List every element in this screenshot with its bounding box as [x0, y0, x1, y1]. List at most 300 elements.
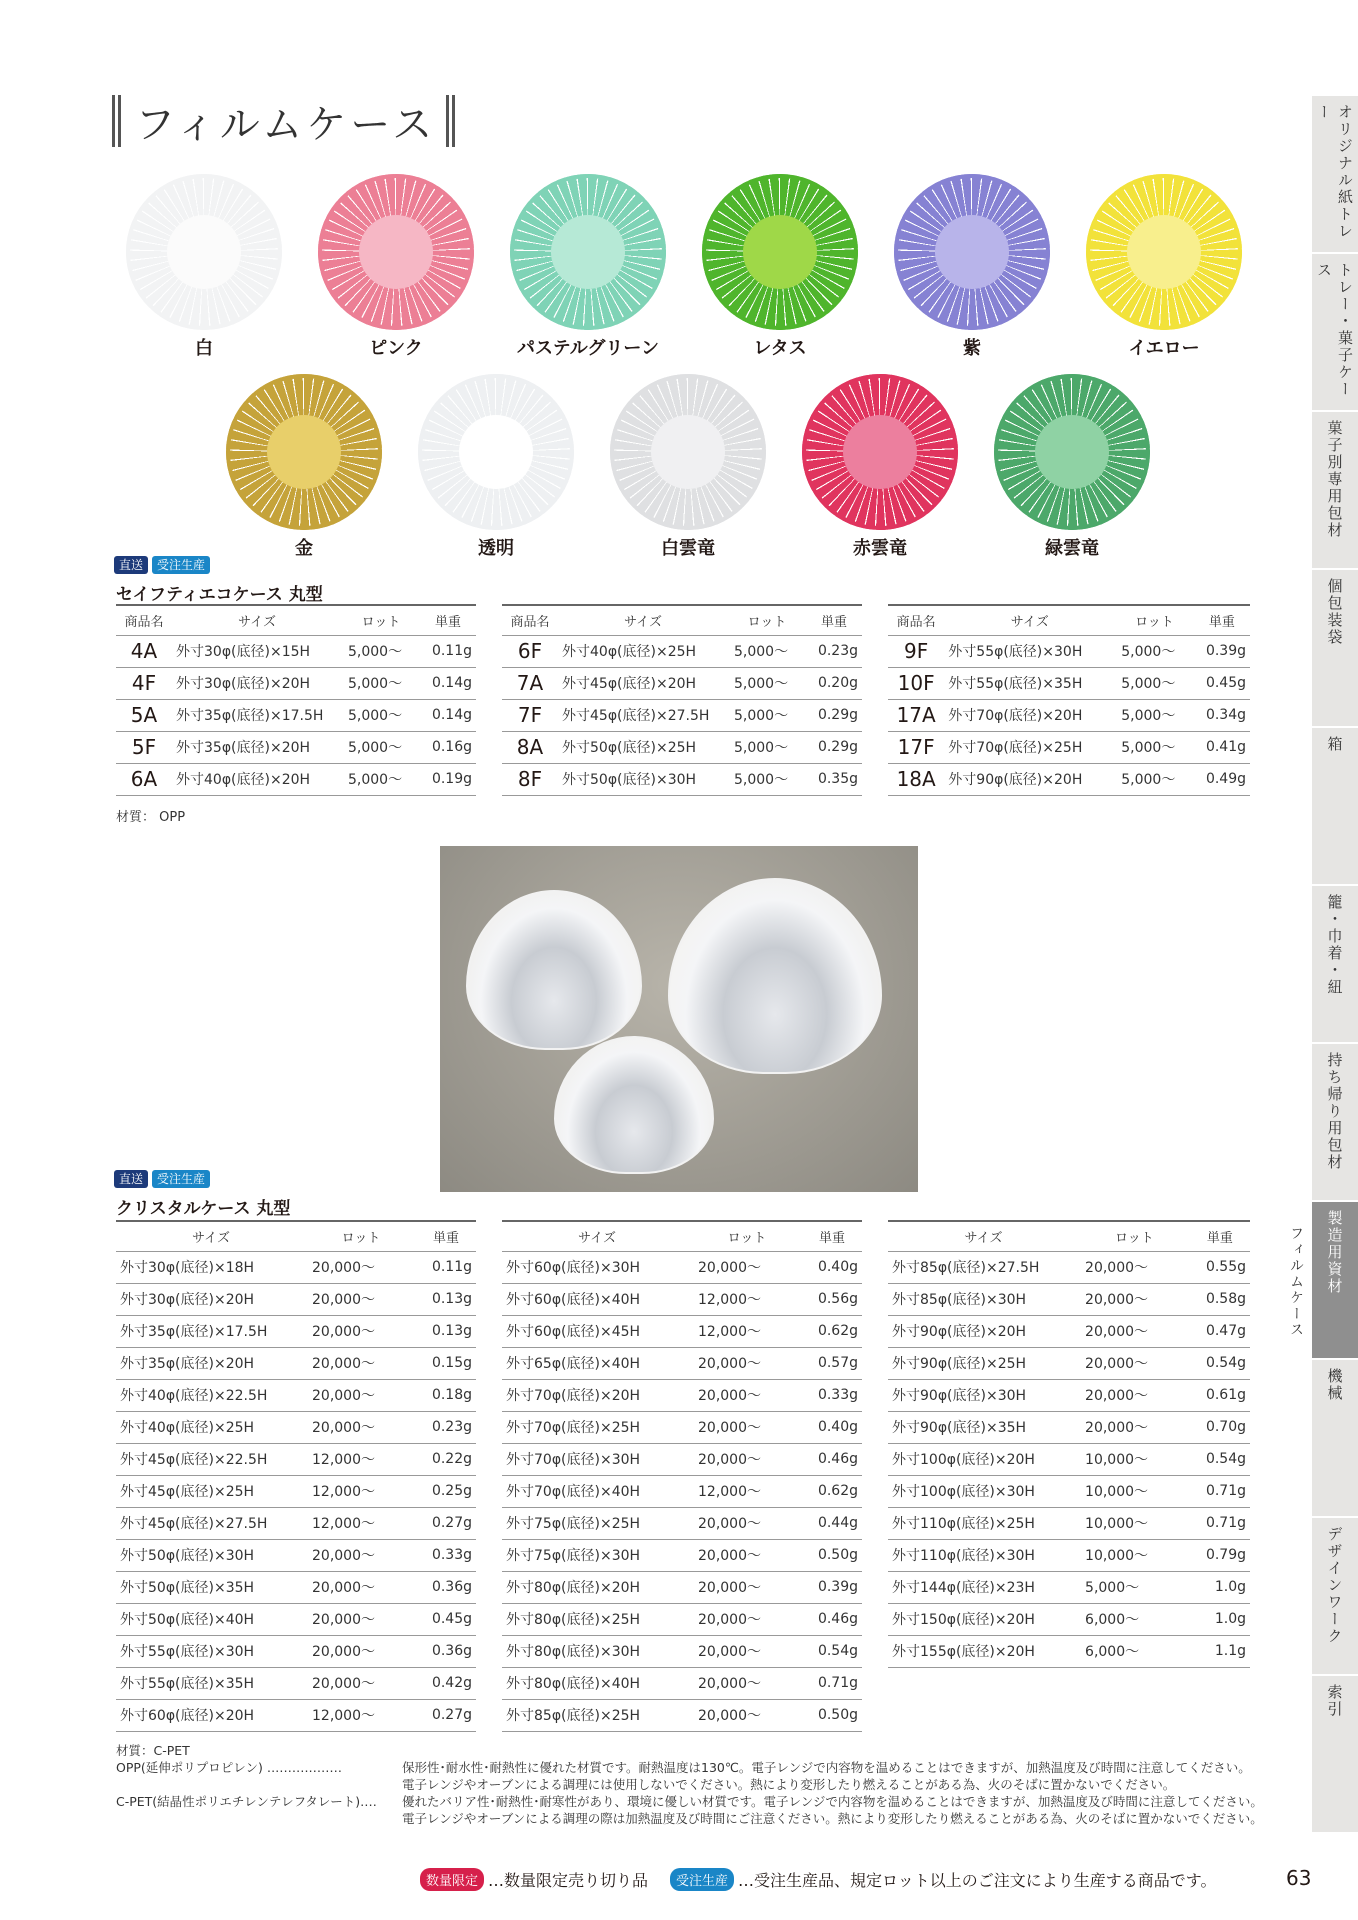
weight-cell: 0.71g: [1190, 1475, 1250, 1507]
lot-cell: 12,000～: [692, 1475, 802, 1507]
size-cell: 外寸35φ(底径)×17.5H: [116, 1315, 306, 1347]
film-case-image: [1086, 174, 1242, 330]
lot-cell: 20,000～: [1079, 1411, 1190, 1443]
lot-cell: 20,000～: [306, 1251, 416, 1283]
size-cell: 外寸50φ(底径)×25H: [558, 731, 728, 763]
weight-cell: 0.40g: [802, 1411, 862, 1443]
film-case-image: [894, 174, 1050, 330]
weight-cell: 0.46g: [802, 1443, 862, 1475]
lot-cell: 20,000～: [306, 1411, 416, 1443]
crystal-table-2: [502, 1220, 862, 1732]
swatch-label: レタス: [753, 338, 807, 359]
swatch-label: イエロー: [1128, 338, 1200, 359]
weight-cell: 0.18g: [416, 1379, 476, 1411]
lot-cell: 5,000～: [728, 731, 806, 763]
column-header: ロット: [342, 605, 420, 635]
sidebar-tab[interactable]: [1312, 570, 1358, 726]
size-cell: 外寸70φ(底径)×25H: [944, 731, 1115, 763]
weight-cell: 0.50g: [802, 1699, 862, 1731]
table-row: [116, 1539, 476, 1571]
size-cell: 外寸90φ(底径)×25H: [888, 1347, 1079, 1379]
weight-cell: 0.16g: [420, 731, 476, 763]
size-cell: 外寸60φ(底径)×40H: [502, 1283, 692, 1315]
table-row: [116, 1571, 476, 1603]
size-cell: 外寸55φ(底径)×35H: [116, 1667, 306, 1699]
table-row: [502, 667, 862, 699]
weight-cell: 0.36g: [416, 1635, 476, 1667]
column-header: サイズ: [888, 1221, 1079, 1251]
column-header: サイズ: [502, 1221, 692, 1251]
table-row: [502, 763, 862, 795]
size-cell: 外寸60φ(底径)×45H: [502, 1315, 692, 1347]
size-cell: 外寸30φ(底径)×15H: [172, 635, 342, 667]
size-cell: 外寸85φ(底径)×27.5H: [888, 1251, 1079, 1283]
lot-cell: 20,000～: [306, 1347, 416, 1379]
size-cell: 外寸50φ(底径)×40H: [116, 1603, 306, 1635]
size-cell: 外寸90φ(底径)×20H: [944, 763, 1115, 795]
lot-cell: 20,000～: [692, 1443, 802, 1475]
size-cell: 外寸100φ(底径)×20H: [888, 1443, 1079, 1475]
film-case-image: [226, 374, 382, 530]
weight-cell: 0.70g: [1190, 1411, 1250, 1443]
table-row: [502, 1411, 862, 1443]
table-row: [116, 1635, 476, 1667]
product-code: 17F: [888, 731, 944, 763]
film-case-image: [994, 374, 1150, 530]
table-row: [502, 1379, 862, 1411]
table-row: [888, 1635, 1250, 1667]
column-header: ロット: [692, 1221, 802, 1251]
table-row: [888, 1315, 1250, 1347]
weight-cell: 0.54g: [802, 1635, 862, 1667]
table-header-row: [888, 1221, 1250, 1251]
section2-badges: [114, 1170, 210, 1188]
size-cell: 外寸40φ(底径)×25H: [558, 635, 728, 667]
table-row: [502, 699, 862, 731]
weight-cell: 0.39g: [1194, 635, 1250, 667]
sidebar-tab[interactable]: [1312, 1518, 1358, 1674]
film-case-image: [318, 174, 474, 330]
size-cell: 外寸30φ(底径)×20H: [172, 667, 342, 699]
table-row: [116, 1507, 476, 1539]
column-header: サイズ: [558, 605, 728, 635]
table-row: [116, 1443, 476, 1475]
table-row: [888, 1347, 1250, 1379]
film-case-image: [510, 174, 666, 330]
safety-eco-table-3: [888, 604, 1250, 796]
lot-cell: 5,000～: [1115, 763, 1193, 795]
table-row: [116, 1699, 476, 1731]
film-case-image: [418, 374, 574, 530]
lot-cell: 10,000～: [1079, 1539, 1190, 1571]
size-cell: 外寸80φ(底径)×30H: [502, 1635, 692, 1667]
table-row: [888, 763, 1250, 795]
column-header: 単重: [806, 605, 862, 635]
swatch-item: [890, 174, 1054, 360]
table-row: [502, 1315, 862, 1347]
product-code: 6A: [116, 763, 172, 795]
sidebar-tab[interactable]: [1312, 412, 1358, 568]
weight-cell: 0.22g: [416, 1443, 476, 1475]
weight-cell: 0.41g: [1194, 731, 1250, 763]
weight-cell: 0.27g: [416, 1507, 476, 1539]
weight-cell: 0.33g: [802, 1379, 862, 1411]
weight-cell: 0.34g: [1194, 699, 1250, 731]
cpet-note: [116, 1793, 1276, 1810]
lot-cell: 5,000～: [1115, 699, 1193, 731]
table-row: [888, 1571, 1250, 1603]
lot-cell: 12,000～: [692, 1283, 802, 1315]
lot-cell: 12,000～: [306, 1475, 416, 1507]
film-case-image: [702, 174, 858, 330]
lot-cell: 20,000～: [692, 1347, 802, 1379]
swatch-label: 透明: [478, 538, 514, 559]
weight-cell: 0.33g: [416, 1539, 476, 1571]
table-row: [888, 1443, 1250, 1475]
weight-cell: 0.46g: [802, 1603, 862, 1635]
crystal-table-1: [116, 1220, 476, 1732]
column-header: ロット: [728, 605, 806, 635]
lot-cell: 20,000～: [692, 1603, 802, 1635]
lot-cell: 20,000～: [306, 1571, 416, 1603]
order-badge: 受注生産: [152, 1170, 210, 1188]
page-number: 63: [1286, 1866, 1312, 1890]
lot-cell: 20,000～: [1079, 1251, 1190, 1283]
opp-text-2: 電子レンジやオーブンによる調理には使用しないでください。熱により変形したり燃えることがある為、火のそばに置かないでください。: [402, 1777, 1176, 1792]
size-cell: 外寸70φ(底径)×20H: [502, 1379, 692, 1411]
weight-cell: 0.57g: [802, 1347, 862, 1379]
column-header: 商品名: [116, 605, 172, 635]
lot-cell: 20,000～: [1079, 1315, 1190, 1347]
size-cell: 外寸65φ(底径)×40H: [502, 1347, 692, 1379]
table-row: [888, 635, 1250, 667]
sidebar-tab-label: デザインワーク: [1325, 1526, 1344, 1645]
product-code: 5F: [116, 731, 172, 763]
sidebar-tab-label: 持ち帰り用包材: [1325, 1052, 1344, 1171]
lot-cell: 12,000～: [692, 1315, 802, 1347]
product-code: 6F: [502, 635, 558, 667]
crystal-case-photo: [440, 846, 918, 1192]
table-row: [502, 1539, 862, 1571]
sidebar-tab[interactable]: [1312, 1202, 1358, 1358]
table-row: [888, 1251, 1250, 1283]
weight-cell: 0.23g: [806, 635, 862, 667]
product-code: 8F: [502, 763, 558, 795]
lot-cell: 20,000～: [1079, 1347, 1190, 1379]
weight-cell: 0.71g: [1190, 1507, 1250, 1539]
table-row: [502, 1443, 862, 1475]
table-row: [502, 1507, 862, 1539]
table-row: [116, 699, 476, 731]
lot-cell: 20,000～: [306, 1603, 416, 1635]
lot-cell: 20,000～: [692, 1379, 802, 1411]
size-cell: 外寸110φ(底径)×25H: [888, 1507, 1079, 1539]
weight-cell: 0.29g: [806, 731, 862, 763]
size-cell: 外寸30φ(底径)×20H: [116, 1283, 306, 1315]
swatch-label: ピンク: [369, 338, 423, 359]
size-cell: 外寸45φ(底径)×22.5H: [116, 1443, 306, 1475]
lot-cell: 20,000～: [306, 1667, 416, 1699]
table-row: [116, 1411, 476, 1443]
weight-cell: 0.62g: [802, 1475, 862, 1507]
column-header: 単重: [416, 1221, 476, 1251]
swatch-label: 紫: [963, 338, 981, 359]
size-cell: 外寸90φ(底径)×35H: [888, 1411, 1079, 1443]
table-row: [116, 1667, 476, 1699]
table-row: [502, 1283, 862, 1315]
sidebar-tab-label: 箱: [1325, 736, 1344, 753]
table-row: [116, 1315, 476, 1347]
lot-cell: 20,000～: [692, 1251, 802, 1283]
table-row: [116, 763, 476, 795]
size-cell: 外寸80φ(底径)×25H: [502, 1603, 692, 1635]
size-cell: 外寸85φ(底径)×25H: [502, 1699, 692, 1731]
size-cell: 外寸70φ(底径)×25H: [502, 1411, 692, 1443]
weight-cell: 0.56g: [802, 1283, 862, 1315]
sidebar-tab-label: 個包装袋: [1325, 578, 1344, 646]
swatch-item: [698, 174, 862, 360]
lot-cell: 5,000～: [1115, 635, 1193, 667]
weight-cell: 0.14g: [420, 667, 476, 699]
lot-cell: 5,000～: [1115, 667, 1193, 699]
swatch-label: 白雲竜: [661, 538, 715, 559]
column-header: 単重: [1194, 605, 1250, 635]
sidebar-tab[interactable]: [1312, 1044, 1358, 1200]
size-cell: 外寸55φ(底径)×30H: [944, 635, 1115, 667]
size-cell: 外寸150φ(底径)×20H: [888, 1603, 1079, 1635]
limited-badge: 数量限定: [420, 1868, 484, 1891]
product-code: 4F: [116, 667, 172, 699]
order-badge-footer: 受注生産: [670, 1868, 734, 1891]
weight-cell: 0.61g: [1190, 1379, 1250, 1411]
table-row: [888, 1475, 1250, 1507]
direct-badge: 直送: [114, 1170, 148, 1188]
weight-cell: 0.13g: [416, 1283, 476, 1315]
column-header: サイズ: [116, 1221, 306, 1251]
column-header: 商品名: [502, 605, 558, 635]
size-cell: 外寸45φ(底径)×25H: [116, 1475, 306, 1507]
opp-note: [116, 1759, 1276, 1776]
sidebar-tab[interactable]: [1312, 728, 1358, 884]
column-header: サイズ: [172, 605, 342, 635]
table-header-row: [888, 605, 1250, 635]
lot-cell: 5,000～: [728, 763, 806, 795]
product-code: 4A: [116, 635, 172, 667]
table-row: [502, 1251, 862, 1283]
table-row: [888, 667, 1250, 699]
table-header-row: [502, 605, 862, 635]
weight-cell: 1.0g: [1190, 1571, 1250, 1603]
lot-cell: 5,000～: [1115, 731, 1193, 763]
table-row: [116, 667, 476, 699]
sidebar-tab[interactable]: [1312, 254, 1358, 410]
lot-cell: 20,000～: [692, 1635, 802, 1667]
table-row: [502, 731, 862, 763]
lot-cell: 10,000～: [1079, 1475, 1190, 1507]
sidebar-sub-label: フィルムケース: [1288, 1226, 1304, 1338]
weight-cell: 0.11g: [416, 1251, 476, 1283]
size-cell: 外寸60φ(底径)×20H: [116, 1699, 306, 1731]
weight-cell: 0.50g: [802, 1539, 862, 1571]
table-row: [502, 1667, 862, 1699]
weight-cell: 0.79g: [1190, 1539, 1250, 1571]
weight-cell: 0.27g: [416, 1699, 476, 1731]
sidebar-tab-label: 索引: [1325, 1684, 1344, 1718]
section2-material: 材質：C-PET: [116, 1743, 190, 1758]
size-cell: 外寸55φ(底径)×35H: [944, 667, 1115, 699]
table-header-row: [116, 605, 476, 635]
film-case-image: [610, 374, 766, 530]
swatch-item: [506, 174, 670, 360]
swatch-item: [606, 374, 770, 560]
size-cell: 外寸45φ(底径)×27.5H: [116, 1507, 306, 1539]
weight-cell: 0.71g: [802, 1667, 862, 1699]
size-cell: 外寸144φ(底径)×23H: [888, 1571, 1079, 1603]
weight-cell: 0.25g: [416, 1475, 476, 1507]
size-cell: 外寸40φ(底径)×20H: [172, 763, 342, 795]
table-row: [888, 1603, 1250, 1635]
weight-cell: 0.44g: [802, 1507, 862, 1539]
page-title-text: フィルムケース: [135, 101, 437, 148]
order-badge: 受注生産: [152, 556, 210, 574]
size-cell: 外寸85φ(底径)×30H: [888, 1283, 1079, 1315]
table-row: [502, 1475, 862, 1507]
cpet-label: C-PET(結晶性ポリエチレンテレフタレート)‥‥: [116, 1794, 377, 1809]
product-code: 17A: [888, 699, 944, 731]
size-cell: 外寸70φ(底径)×30H: [502, 1443, 692, 1475]
safety-eco-table-1: [116, 604, 476, 796]
weight-cell: 0.23g: [416, 1411, 476, 1443]
size-cell: 外寸90φ(底径)×30H: [888, 1379, 1079, 1411]
size-cell: 外寸110φ(底径)×30H: [888, 1539, 1079, 1571]
lot-cell: 12,000～: [306, 1443, 416, 1475]
lot-cell: 10,000～: [1079, 1507, 1190, 1539]
lot-cell: 20,000～: [306, 1539, 416, 1571]
sidebar-tab-label: 菓子別専用包材: [1325, 420, 1344, 539]
weight-cell: 0.20g: [806, 667, 862, 699]
crystal-table-3: [888, 1220, 1250, 1668]
table-row: [116, 731, 476, 763]
swatch-item: [314, 174, 478, 360]
table-row: [888, 1411, 1250, 1443]
cpet-text-1: 優れたバリア性･耐熱性･耐寒性があり、環境に優しい材質です。電子レンジで内容物を温めることはできますが、加熱温度及び時間に注意してください。: [402, 1794, 1263, 1809]
sidebar-tab[interactable]: [1312, 1360, 1358, 1516]
swatch-label: 金: [295, 538, 313, 559]
weight-cell: 0.45g: [1194, 667, 1250, 699]
size-cell: 外寸75φ(底径)×30H: [502, 1539, 692, 1571]
lot-cell: 5,000～: [342, 763, 420, 795]
table-row: [502, 1347, 862, 1379]
lot-cell: 10,000～: [1079, 1443, 1190, 1475]
weight-cell: 0.55g: [1190, 1251, 1250, 1283]
swatch-item: [1082, 174, 1246, 360]
column-header: サイズ: [944, 605, 1115, 635]
swatch-item: [990, 374, 1154, 560]
sidebar-tab-label: 製造用資材: [1325, 1210, 1344, 1295]
sidebar-tab[interactable]: [1312, 1676, 1358, 1832]
direct-badge: 直送: [114, 556, 148, 574]
lot-cell: 20,000～: [306, 1635, 416, 1667]
sidebar-tab-label: オリジナル紙トレー: [1315, 104, 1354, 240]
order-text: …受注生産品、規定ロット以上のご注文により生産する商品です。: [738, 1871, 1217, 1890]
lot-cell: 20,000～: [306, 1315, 416, 1347]
product-code: 8A: [502, 731, 558, 763]
table-row: [116, 635, 476, 667]
table-row: [888, 1379, 1250, 1411]
weight-cell: 0.47g: [1190, 1315, 1250, 1347]
column-header: 商品名: [888, 605, 944, 635]
column-header: ロット: [1115, 605, 1193, 635]
lot-cell: 5,000～: [1079, 1571, 1190, 1603]
column-header: 単重: [420, 605, 476, 635]
lot-cell: 20,000～: [692, 1571, 802, 1603]
weight-cell: 0.29g: [806, 699, 862, 731]
sidebar-tab-label: 機械: [1325, 1368, 1344, 1402]
weight-cell: 0.35g: [806, 763, 862, 795]
section1-badges: [114, 556, 210, 574]
product-code: 7A: [502, 667, 558, 699]
table-row: [502, 1635, 862, 1667]
safety-eco-table-2: [502, 604, 862, 796]
weight-cell: 0.54g: [1190, 1347, 1250, 1379]
size-cell: 外寸100φ(底径)×30H: [888, 1475, 1079, 1507]
swatch-label: 白: [195, 338, 213, 359]
section1-material: 材質： OPP: [116, 810, 186, 825]
size-cell: 外寸45φ(底径)×20H: [558, 667, 728, 699]
lot-cell: 20,000～: [306, 1379, 416, 1411]
size-cell: 外寸90φ(底径)×20H: [888, 1315, 1079, 1347]
sidebar-tab[interactable]: [1312, 886, 1358, 1042]
sidebar-tab[interactable]: [1312, 96, 1358, 252]
weight-cell: 0.49g: [1194, 763, 1250, 795]
table-row: [502, 1699, 862, 1731]
product-code: 7F: [502, 699, 558, 731]
lot-cell: 20,000～: [306, 1283, 416, 1315]
lot-cell: 6,000～: [1079, 1603, 1190, 1635]
weight-cell: 0.13g: [416, 1315, 476, 1347]
column-header: ロット: [1079, 1221, 1190, 1251]
size-cell: 外寸35φ(底径)×20H: [172, 731, 342, 763]
size-cell: 外寸40φ(底径)×22.5H: [116, 1379, 306, 1411]
size-cell: 外寸50φ(底径)×30H: [558, 763, 728, 795]
film-case-image: [802, 374, 958, 530]
weight-cell: 1.0g: [1190, 1603, 1250, 1635]
size-cell: 外寸50φ(底径)×35H: [116, 1571, 306, 1603]
opp-label: OPP(延伸ポリプロピレン) ‥‥‥‥‥‥‥‥‥: [116, 1760, 342, 1775]
size-cell: 外寸60φ(底径)×30H: [502, 1251, 692, 1283]
lot-cell: 5,000～: [342, 699, 420, 731]
table-row: [888, 699, 1250, 731]
lot-cell: 12,000～: [306, 1699, 416, 1731]
column-header: 単重: [802, 1221, 862, 1251]
table-row: [888, 1283, 1250, 1315]
film-case-image: [126, 174, 282, 330]
lot-cell: 20,000～: [692, 1507, 802, 1539]
size-cell: 外寸55φ(底径)×30H: [116, 1635, 306, 1667]
weight-cell: 0.58g: [1190, 1283, 1250, 1315]
lot-cell: 5,000～: [728, 635, 806, 667]
weight-cell: 0.40g: [802, 1251, 862, 1283]
table-row: [502, 635, 862, 667]
weight-cell: 0.54g: [1190, 1443, 1250, 1475]
size-cell: 外寸70φ(底径)×20H: [944, 699, 1115, 731]
page-title: [112, 92, 458, 150]
lot-cell: 5,000～: [728, 699, 806, 731]
table-row: [116, 1283, 476, 1315]
sidebar-tab-label: トレー・菓子ケース: [1315, 262, 1354, 398]
column-header: ロット: [306, 1221, 416, 1251]
column-header: 単重: [1190, 1221, 1250, 1251]
